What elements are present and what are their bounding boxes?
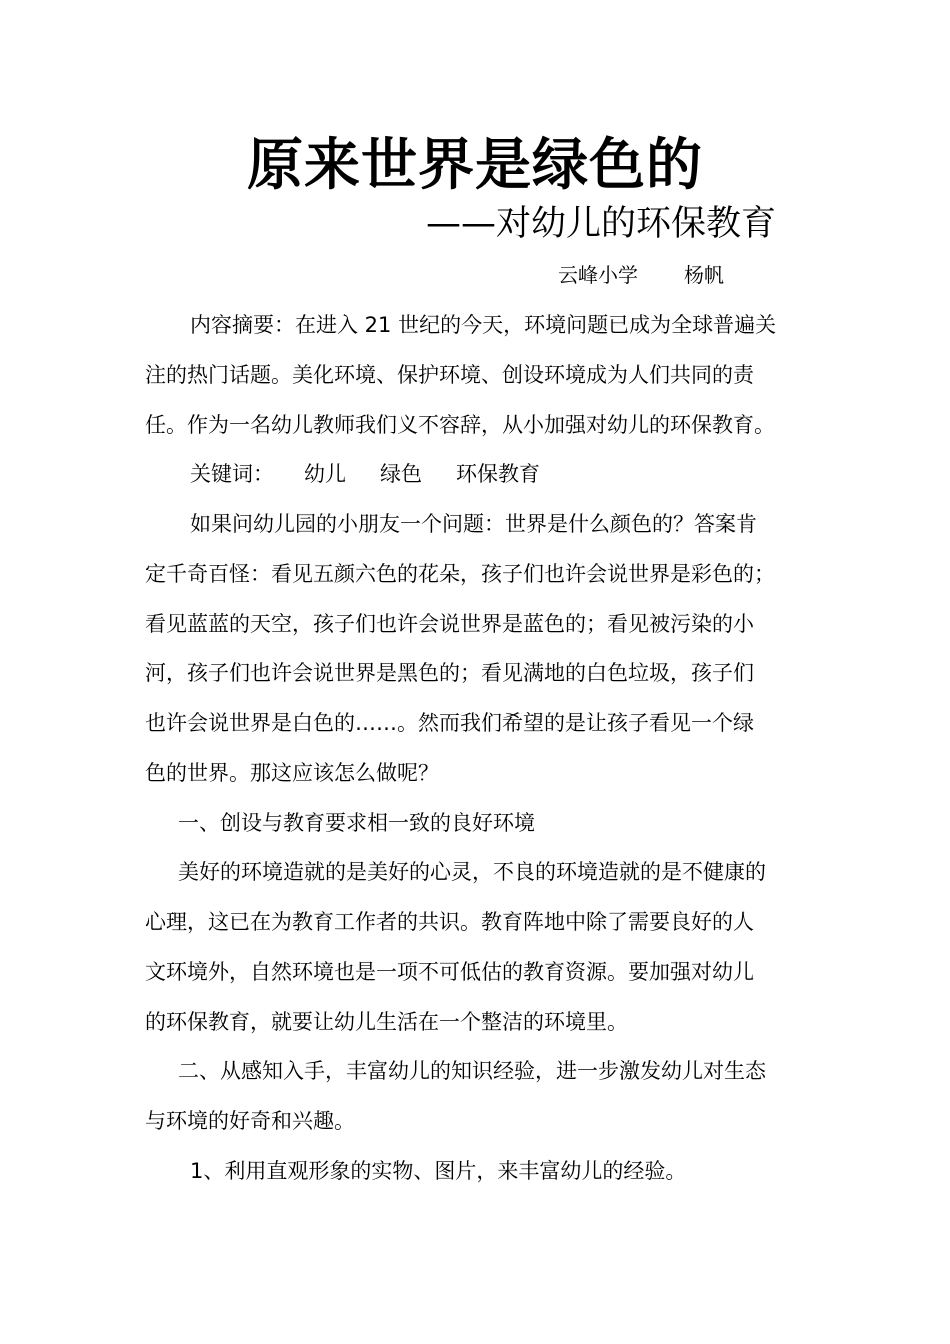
section-body-line: 美好的环境造就的是美好的心灵，不良的环境造就的是不健康的: [178, 860, 766, 884]
section-body-line: 心理，这已在为教育工作者的共识。教育阵地中除了需要良好的人: [145, 910, 754, 934]
abstract-line: 注的热门话题。美化环境、保护环境、创设环境成为人们共同的责: [145, 363, 754, 387]
intro-line: 定千奇百怪：看见五颜六色的花朵，孩子们也许会说世界是彩色的；: [145, 562, 775, 586]
document-title: 原来世界是绿色的: [247, 133, 703, 198]
section-body-line: 文环境外，自然环境也是一项不可低估的教育资源。要加强对幼儿: [145, 960, 754, 984]
abstract-line: 内容摘要：在进入 21 世纪的今天，环境问题已成为全球普遍关: [190, 313, 777, 337]
keywords-label: 关键词：: [190, 462, 274, 486]
intro-line: 看见蓝蓝的天空，孩子们也许会说世界是蓝色的；看见被污染的小: [145, 612, 754, 636]
keywords-line: [190, 459, 540, 489]
keyword-item: 环保教育: [456, 462, 540, 486]
document-subtitle: ——对幼儿的环保教育: [426, 204, 777, 244]
keyword-item: 幼儿: [304, 462, 346, 486]
section-heading: 二、从感知入手，丰富幼儿的知识经验，进一步激发幼儿对生态: [178, 1059, 766, 1083]
subsection-heading: 1、利用直观形象的实物、图片，来丰富幼儿的经验。: [190, 1159, 687, 1183]
author-school: 云峰小学: [558, 263, 638, 287]
intro-line: 河，孩子们也许会说世界是黑色的；看见满地的白色垃圾，孩子们: [145, 661, 754, 685]
abstract-line: 任。作为一名幼儿教师我们义不容辞，从小加强对幼儿的环保教育。: [145, 413, 775, 437]
intro-line: 色的世界。那这应该怎么做呢？: [145, 761, 439, 785]
author-line: [558, 260, 724, 290]
section-heading: 一、创设与教育要求相一致的良好环境: [178, 811, 535, 835]
keyword-item: 绿色: [380, 462, 422, 486]
intro-line: 如果问幼儿园的小朋友一个问题：世界是什么颜色的？答案肯: [190, 512, 757, 536]
section-heading: 与环境的好奇和兴趣。: [145, 1109, 355, 1133]
section-body-line: 的环保教育，就要让幼儿生活在一个整洁的环境里。: [145, 1010, 628, 1034]
intro-line: 也许会说世界是白色的……。然而我们希望的是让孩子看见一个绿: [145, 711, 754, 735]
author-name: 杨帆: [684, 263, 724, 287]
